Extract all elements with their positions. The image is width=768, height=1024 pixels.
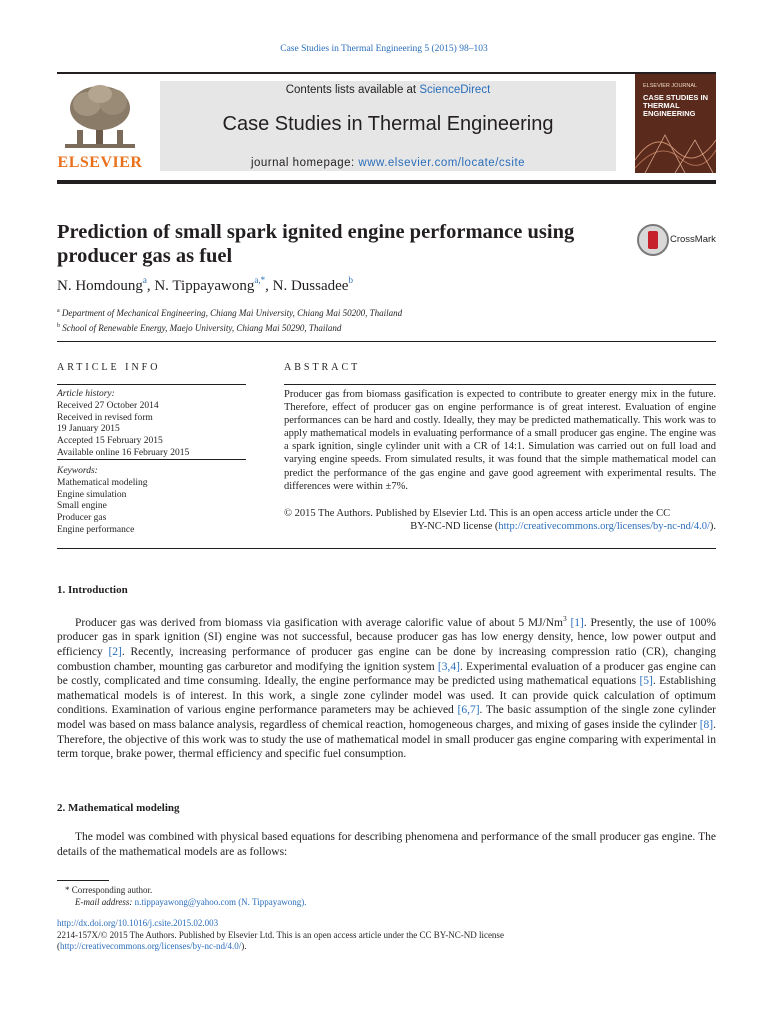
- author-list: [57, 275, 353, 295]
- header-divider: [57, 341, 716, 342]
- keywords-block: [57, 466, 246, 537]
- cover-title: [643, 94, 711, 118]
- keywords-label: Keywords:: [57, 466, 98, 476]
- body-text-run: . Recently, increasing performance of producer gas engine can be done by increasing compression ratio (CR), changing combustion chamber, mounting gas carburetor and modifying the ignition system: [57, 646, 716, 673]
- license-open: (: [57, 941, 60, 951]
- article-history: [57, 389, 246, 460]
- citation-link[interactable]: [1]: [570, 616, 584, 629]
- article-info-heading: ARTICLE INFO: [57, 362, 161, 373]
- license-line: [57, 941, 716, 953]
- author-name: N. Dussadee: [272, 278, 349, 294]
- crossmark-icon: [637, 224, 669, 256]
- affiliation-item: [57, 320, 402, 335]
- copyright-prefix: BY-NC-ND license (: [410, 521, 499, 533]
- abstract-rule: [284, 384, 716, 385]
- history-label: Article history:: [57, 389, 115, 399]
- cover-artwork: [635, 120, 716, 173]
- cover-line-3: ENGINEERING: [643, 109, 696, 118]
- history-item: Available online 16 February 2015: [57, 447, 190, 458]
- author-separator: ,: [265, 278, 273, 294]
- abstract-copyright: [284, 507, 716, 533]
- journal-masthead: [57, 78, 716, 174]
- body-text-run: . Presently, the use of 100% producer gas in spark ignition (SI) engine was not successful, because producer gas has low energy density, hence, low power output and efficiency: [57, 616, 717, 659]
- journal-cover-thumbnail[interactable]: [635, 74, 716, 173]
- affiliation-text: Department of Mechanical Engineering, Chiang Mai University, Chiang Mai 50200, Thailand: [61, 308, 403, 318]
- cover-line-1: CASE STUDIES IN: [643, 93, 709, 102]
- history-item: 19 January 2015: [57, 424, 120, 435]
- citation-link[interactable]: [3,4]: [437, 660, 460, 673]
- masthead-bottom-rule: [57, 180, 716, 184]
- citation-link[interactable]: [2]: [108, 646, 122, 659]
- abstract-text: Producer gas from biomass gasification is expected to contribute to greater energy mix in the future. Therefore, effect of producer gas on engine performance is of great interest. Evaluation of engine performances can be hard and costly. Ideally, they may be predicted mathematically. This work was to apply mathematical models in evaluating performance of a small producer gas engine. The engine was a spark ignition, single cylinder unit with a CR of 14:1. Simulation was carried out on full load and varying engine speeds. From simulated results, it was found that the simple mathematical model can predict the performance of the gas engine and gave good agreement with experimental results. The differences were within ±7%.: [284, 389, 716, 492]
- homepage-line: [160, 157, 616, 169]
- history-item: Received in revised form: [57, 412, 153, 423]
- issn-line: 2214-157X/© 2015 The Authors. Published by Elsevier Ltd. This is an open access article under the CC BY-NC-ND license: [57, 929, 504, 940]
- cover-line-2: THERMAL: [643, 101, 680, 110]
- abstract-heading: ABSTRACT: [284, 362, 361, 373]
- elsevier-wordmark: ELSEVIER: [57, 154, 143, 171]
- modeling-body: [57, 830, 716, 859]
- abstract-bottom-rule: [57, 548, 716, 549]
- history-keywords-divider: [57, 459, 246, 460]
- author-separator: ,: [146, 278, 155, 294]
- section-heading-introduction: 1. Introduction: [57, 584, 128, 596]
- email-link[interactable]: n.tippayawong@yahoo.com (N. Tippayawong).: [134, 897, 307, 907]
- crossmark-label: CrossMark: [670, 234, 716, 245]
- copyright-line-2: [284, 520, 716, 533]
- journal-banner: [160, 81, 616, 171]
- journal-title: Case Studies in Thermal Engineering: [222, 113, 554, 135]
- superscript: 3: [563, 614, 567, 623]
- contents-prefix: Contents lists available at: [285, 84, 420, 96]
- keyword-item: Engine performance: [57, 524, 135, 535]
- license-close: ).: [241, 941, 247, 951]
- license-link[interactable]: http://creativecommons.org/licenses/by-nc-nd/4.0/: [498, 521, 710, 533]
- body-text-run: . Therefore, the objective of this work was to study the use of mathematical model in small producer gas engine comparing with experimental in term torque, brake power, thermal efficiency and specific fuel consumption.: [57, 718, 716, 761]
- contents-line: [160, 84, 616, 96]
- citation-link[interactable]: [8]: [699, 718, 714, 731]
- masthead-top-rule: [57, 72, 716, 74]
- copyright-line-1: © 2015 The Authors. Published by Elsevier Ltd. This is an open access article under the CC: [284, 508, 671, 519]
- author-affiliation-mark[interactable]: b: [348, 275, 353, 285]
- author-affiliation-mark[interactable]: a: [142, 275, 147, 285]
- article-info-rule: [57, 384, 246, 385]
- affiliation-item: [57, 305, 402, 320]
- body-text-run: Producer gas was derived from biomass via gasification with average calorific value of about 5 MJ/Nm: [75, 616, 563, 629]
- body-text-run: . Experimental evaluation of a producer gas engine can be costly, complicated and time consuming. Ideally, the engine performance may be predicted using mathematical equations: [57, 660, 716, 688]
- body-text-run: . The basic assumption of the single zone cylinder model was based on mass balance analysis, regardless of chemical reaction, homogeneous charges, and mixing of gases inside the cylinder: [57, 704, 716, 731]
- body-text-run: . Establishing mathematical models is of interest. In this work, a single zone cylinder model was used. It can provide quick calculation of optimum conditions. Examination of various engine performance parameters may be achieved: [57, 675, 716, 717]
- citation-link[interactable]: [5]: [639, 675, 653, 688]
- doi-block: [57, 918, 716, 953]
- author-name: N. Homdoung: [57, 278, 143, 294]
- affiliations: [57, 305, 402, 334]
- affiliation-mark: b: [57, 322, 60, 329]
- footer-license-link[interactable]: http://creativecommons.org/licenses/by-nc-nd/4.0/: [60, 941, 242, 951]
- email-note: [57, 896, 716, 908]
- cover-small-text: ELSEVIER JOURNAL: [643, 83, 698, 89]
- citation-link[interactable]: [6,7]: [457, 704, 480, 717]
- section-heading-mathematical-modeling: 2. Mathematical modeling: [57, 802, 180, 814]
- introduction-body: [57, 612, 716, 762]
- affiliation-mark: a: [57, 308, 60, 314]
- crossmark-bookmark: [648, 231, 658, 249]
- keyword-item: Producer gas: [57, 513, 107, 524]
- footnotes: [57, 884, 716, 908]
- crossmark-badge[interactable]: [637, 224, 719, 256]
- keyword-item: Small engine: [57, 501, 107, 512]
- keyword-item: Mathematical modeling: [57, 477, 148, 488]
- history-item: Received 27 October 2014: [57, 400, 159, 411]
- history-item: Accepted 15 February 2015: [57, 436, 163, 447]
- paper-title: Prediction of small spark ignited engine performance using producer gas as fuel: [57, 221, 575, 267]
- keyword-item: Engine simulation: [57, 489, 127, 500]
- footnote-rule: [57, 880, 109, 881]
- introduction-paragraph: [57, 612, 716, 762]
- email-label: E-mail address:: [75, 897, 133, 907]
- doi-link[interactable]: http://dx.doi.org/10.1016/j.csite.2015.02.003: [57, 918, 219, 928]
- sciencedirect-link[interactable]: ScienceDirect: [419, 84, 491, 96]
- homepage-prefix: journal homepage:: [250, 157, 359, 169]
- running-head[interactable]: Case Studies in Thermal Engineering 5 (2015) 98–103: [280, 44, 488, 54]
- copyright-suffix: ).: [709, 521, 716, 533]
- author-name: N. Tippayawong: [154, 278, 255, 294]
- author-affiliation-mark[interactable]: a,*: [254, 275, 266, 285]
- journal-homepage-link[interactable]: www.elsevier.com/locate/csite: [358, 157, 526, 169]
- affiliation-text: School of Renewable Energy, Maejo University, Chiang Mai 50290, Thailand: [62, 322, 342, 333]
- modeling-paragraph: The model was combined with physical based equations for describing phenomena and performance of the small producer gas engine. The details of the mathematical models are as follows:: [57, 831, 716, 858]
- corresponding-author-note: * Corresponding author.: [65, 885, 153, 895]
